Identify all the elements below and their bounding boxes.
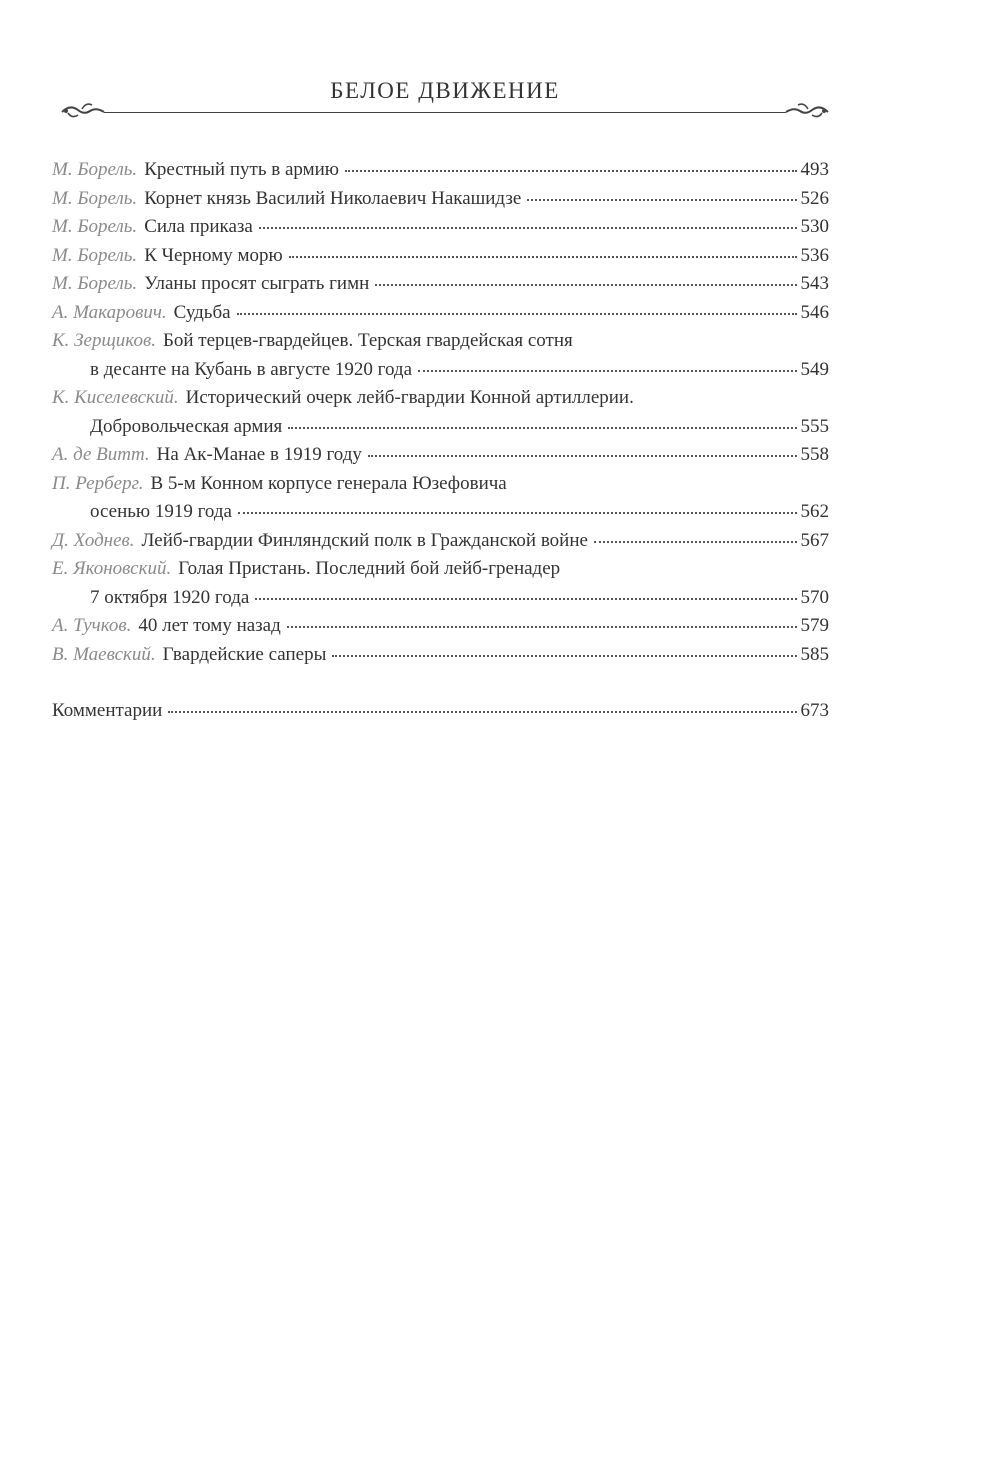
- dot-leader: [418, 369, 796, 372]
- running-title: БЕЛОЕ ДВИЖЕНИЕ: [330, 78, 560, 103]
- toc-title: Сила приказа: [144, 216, 253, 237]
- toc-author: М. Борель.: [52, 273, 138, 294]
- dot-leader: [168, 710, 796, 713]
- toc-page-number: 579: [800, 615, 829, 636]
- toc-entry: [52, 156, 829, 185]
- dot-leader: [238, 511, 797, 514]
- running-header: [60, 76, 830, 126]
- toc-author: К. Зерщиков.: [52, 330, 156, 351]
- toc-entry: [52, 327, 829, 384]
- toc-line: [52, 641, 829, 670]
- toc-entry: [52, 270, 829, 299]
- toc-line: [52, 185, 829, 214]
- toc-title: Бой терцев-гвардейцев. Терская гвардейская сотня: [162, 330, 573, 351]
- dot-leader: [345, 169, 797, 172]
- toc-page-number: 558: [800, 444, 829, 465]
- dot-leader: [289, 255, 797, 258]
- toc-page-number: 530: [800, 216, 829, 237]
- toc-title: Корнет князь Василий Николаевич Накашидзе: [144, 187, 522, 209]
- toc-entries: [52, 156, 829, 669]
- dot-leader: [259, 226, 797, 229]
- toc-line: [52, 213, 829, 242]
- toc-page-number: 585: [800, 643, 829, 665]
- toc-entry: [52, 441, 829, 470]
- toc-entry: [52, 470, 829, 527]
- dot-leader: [237, 312, 797, 315]
- toc-entry: [52, 299, 829, 328]
- toc-line: [52, 470, 829, 499]
- toc-line: [52, 555, 829, 584]
- toc-line: [52, 697, 829, 726]
- toc-author: А. Тучков.: [52, 615, 132, 636]
- toc-line: [52, 384, 829, 413]
- toc-title: Уланы просят сыграть гимн: [144, 273, 370, 294]
- toc-author: К. Киселевский.: [52, 387, 179, 408]
- toc-entry: [52, 213, 829, 242]
- toc-line: [52, 299, 829, 328]
- toc-author: М. Борель.: [52, 216, 138, 237]
- dot-leader: [288, 426, 796, 429]
- toc-author: М. Борель.: [52, 244, 138, 266]
- toc-line: [52, 413, 829, 442]
- toc-line: [52, 156, 829, 185]
- toc-line: [52, 527, 829, 556]
- toc-title: Крестный путь в армию: [144, 159, 339, 180]
- toc-title: Гвардейские саперы: [162, 643, 327, 665]
- toc-title: В 5-м Конном корпусе генерала Юзефовича: [150, 472, 507, 494]
- toc-line: [52, 612, 829, 641]
- toc-entry: [52, 384, 829, 441]
- toc-page-number: 549: [800, 358, 829, 380]
- toc-author: В. Маевский.: [52, 643, 156, 665]
- toc-line: [52, 584, 829, 613]
- toc-title: в десанте на Кубань в августе 1920 года: [90, 358, 413, 380]
- toc-title: К Черному морю: [144, 244, 283, 266]
- toc-page-number: 536: [800, 244, 829, 266]
- toc-page-number: 567: [800, 529, 829, 551]
- toc-author: П. Рерберг.: [52, 472, 144, 494]
- dot-leader: [594, 540, 797, 543]
- toc-author: М. Борель.: [52, 159, 138, 180]
- toc-title: Исторический очерк лейб-гвардии Конной артиллерии.: [185, 387, 634, 408]
- toc-title: Лейб-гвардии Финляндский полк в Гражданской войне: [141, 529, 588, 551]
- toc-line: [52, 270, 829, 299]
- toc-entry: [52, 555, 829, 612]
- toc-entry: [52, 242, 829, 271]
- toc-page-number: 562: [800, 501, 829, 522]
- toc-line: [52, 356, 829, 385]
- toc-title: 7 октября 1920 года: [90, 586, 250, 608]
- toc-author: М. Борель.: [52, 187, 138, 209]
- toc-page-number: 493: [800, 159, 829, 180]
- toc-entry: [52, 641, 829, 670]
- toc-title: осенью 1919 года: [90, 501, 232, 522]
- dot-leader: [287, 625, 797, 628]
- toc-page-number: 543: [800, 273, 829, 294]
- toc-line: [52, 242, 829, 271]
- toc-page-number: 570: [800, 586, 829, 608]
- header-rule: [104, 112, 786, 113]
- table-of-contents: [52, 156, 829, 726]
- toc-title: Добровольческая армия: [90, 415, 283, 437]
- toc-entry: [52, 612, 829, 641]
- dot-leader: [368, 454, 797, 457]
- toc-entry: [52, 527, 829, 556]
- dot-leader: [527, 198, 796, 201]
- ornament-left-icon: [60, 98, 106, 124]
- toc-title: Судьба: [173, 301, 231, 323]
- dot-leader: [255, 597, 796, 600]
- toc-page-number: 555: [800, 415, 829, 437]
- toc-page-number: 526: [800, 187, 829, 209]
- toc-title: На Ак-Манае в 1919 году: [156, 444, 362, 465]
- ornament-right-icon: [784, 98, 830, 124]
- toc-title: 40 лет тому назад: [138, 615, 281, 636]
- dot-leader: [375, 283, 796, 286]
- toc-author: Д. Ходнев.: [52, 529, 135, 551]
- toc-author: А. де Витт.: [52, 444, 150, 465]
- toc-page-number: 546: [800, 301, 829, 323]
- toc-title: Голая Пристань. Последний бой лейб-гренадер: [178, 558, 561, 579]
- toc-line: [52, 498, 829, 527]
- toc-page-number: 673: [800, 700, 829, 721]
- toc-entry: [52, 185, 829, 214]
- toc-line: [52, 441, 829, 470]
- toc-author: Е. Яконовский.: [52, 558, 172, 579]
- dot-leader: [332, 654, 796, 657]
- toc-line: [52, 327, 829, 356]
- toc-entry-comments: [52, 697, 829, 726]
- toc-title: Комментарии: [52, 700, 163, 721]
- toc-author: А. Макарович.: [52, 301, 167, 323]
